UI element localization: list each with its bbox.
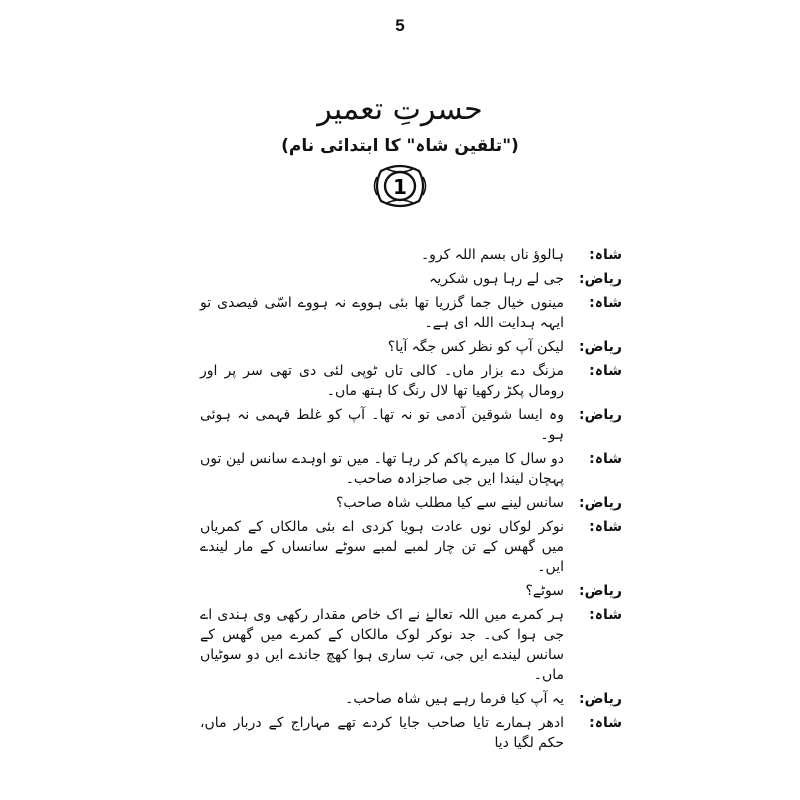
dialogue-entry xyxy=(200,337,622,357)
dialogue-text: ہالوؤ ناں بسم اللہ کرو۔ xyxy=(420,247,564,263)
dialogue-entry xyxy=(200,713,622,753)
dialogue-entry xyxy=(200,361,622,401)
dialogue-entry xyxy=(200,269,622,289)
dialogue-entry xyxy=(200,293,622,333)
dialogue-entry xyxy=(200,449,622,489)
speaker-label: شاہ: xyxy=(589,363,622,379)
speaker-label: ریاض: xyxy=(578,691,622,707)
dialogue-text: سانس لینے سے کیا مطلب شاہ صاحب؟ xyxy=(336,495,564,511)
speaker-label: ریاض: xyxy=(578,583,622,599)
dialogue-text: سوٹے؟ xyxy=(525,583,564,599)
dialogue-entry xyxy=(200,245,622,265)
speaker-label: ریاض: xyxy=(578,407,622,423)
dialogue xyxy=(200,245,622,757)
dialogue-entry xyxy=(200,405,622,445)
speaker-label: شاہ: xyxy=(589,451,622,467)
dialogue-entry xyxy=(200,493,622,513)
dialogue-text: لیکن آپ کو نظر کس جگہ آیا؟ xyxy=(387,339,564,355)
dialogue-entry xyxy=(200,605,622,685)
speaker-label: شاہ: xyxy=(589,247,622,263)
chapter-subtitle: ("تلقین شاہ" کا ابتدائی نام) xyxy=(281,136,519,156)
dialogue-text: ہر کمرے میں اللہ تعالےٰ نے اک خاص مقدار رکھی وی ہندی اے جی ہوا کی۔ جد نوکر لوک مالکاں کے کمرے میں گھس کے سانس لیندے ایں جی، تب ساری ہوا کھچ جاندے ایں دو سوٹیاں ماں۔ xyxy=(200,607,564,683)
dialogue-text: مزنگ دے بزار ماں۔ کالی تاں ٹوپی لئی دی تھی سر پر اور رومال پکڑ رکھیا تھا لال رنگ کا ہتھ ماں۔ xyxy=(200,363,564,399)
page-number: 5 xyxy=(395,16,405,35)
speaker-label: شاہ: xyxy=(589,519,622,535)
speaker-label: ریاض: xyxy=(578,495,622,511)
dialogue-entry xyxy=(200,517,622,577)
speaker-label: شاہ: xyxy=(589,295,622,311)
dialogue-text: مینوں خیال جما گزریا تھا بئی ہووے نہ ہووے اسّی فیصدی تو ایہہ ہدایت اللہ ای ہے۔ xyxy=(200,295,564,331)
dialogue-text: نوکر لوکاں نوں عادت ہویا کردی اے بئی مالکاں کے کمریاں میں گھس کے تن چار لمبے لمبے سوٹے سانساں کے مار لیندے ایں۔ xyxy=(200,519,564,575)
speaker-label: شاہ: xyxy=(589,607,622,623)
dialogue-text: وہ ایسا شوقین آدمی تو نہ تھا۔ آپ کو غلط فہمی نہ ہوئی ہو۔ xyxy=(200,407,564,443)
dialogue-text: یہ آپ کیا فرما رہے ہیں شاہ صاحب۔ xyxy=(345,691,564,707)
speaker-label: ریاض: xyxy=(578,339,622,355)
dialogue-text: جی لے رہا ہوں شکریہ xyxy=(429,271,564,287)
section-number: 1 xyxy=(393,175,407,199)
dialogue-text: دو سال کا میرے پاکم کر رہا تھا۔ میں تو اوہدے سانس لین توں پہچان لیندا ایں جی صاجزادہ صاحب۔ xyxy=(200,451,564,487)
dialogue-entry xyxy=(200,689,622,709)
dialogue-entry xyxy=(200,581,622,601)
speaker-label: شاہ: xyxy=(589,715,622,731)
section-number-emblem xyxy=(373,163,427,209)
dialogue-text: ادھر ہمارے تایا صاحب جایا کردے تھے مہاراج کے دربار ماں، حکم لگیا دیا xyxy=(200,715,564,751)
chapter-title: حسرتِ تعمیر xyxy=(317,92,483,127)
speaker-label: ریاض: xyxy=(578,271,622,287)
